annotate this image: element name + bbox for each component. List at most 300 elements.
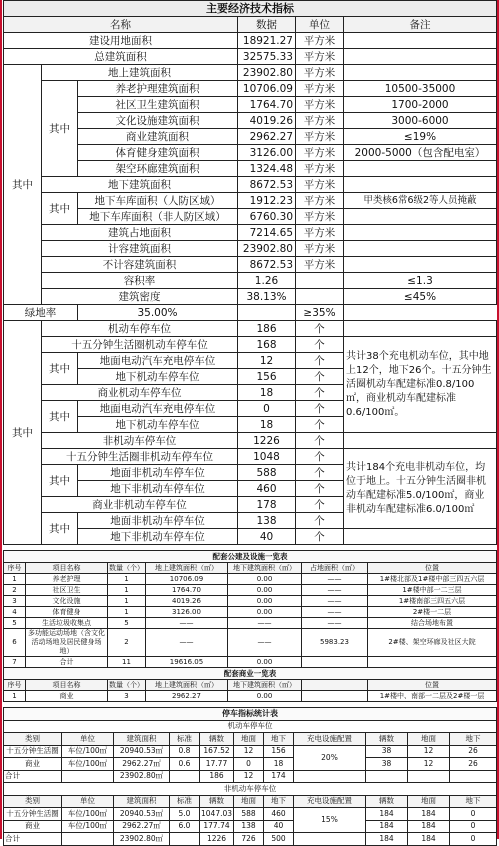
parking-total-cell	[170, 770, 200, 783]
parking-total-cell: 186	[200, 770, 234, 783]
facility-cell: 1#楼中部一二三层	[368, 585, 497, 596]
facility-cell: ——	[146, 618, 228, 629]
row-note	[344, 433, 497, 449]
facility-cell: ——	[302, 574, 368, 585]
parking-total-cell	[450, 770, 497, 783]
row-value: 18	[238, 385, 296, 401]
row-value: 40	[238, 529, 296, 545]
nonmotor-subtitle: 非机动车停车位	[4, 783, 497, 796]
parking-cell: 0	[450, 820, 497, 833]
row-unit: 平方米	[296, 161, 344, 177]
row-note: 3000-6000	[344, 113, 497, 129]
commerce-header: 序号	[4, 680, 26, 691]
row-name: 商业机动车停车位	[42, 385, 238, 401]
left-red-border	[0, 0, 2, 839]
row-value: 32575.33	[238, 49, 296, 65]
row-unit: 个	[296, 465, 344, 481]
subgroup-label: 其中	[42, 513, 78, 545]
facility-cell: 1	[108, 585, 146, 596]
row-name: 容积率	[42, 273, 238, 289]
parking-cell: 167.52	[200, 745, 234, 758]
row-value: 18921.27	[238, 33, 296, 49]
facility-cell: ——	[228, 629, 302, 657]
row-unit: 个	[296, 337, 344, 353]
parking-header: 标准	[170, 733, 200, 746]
facility-cell: ——	[146, 629, 228, 657]
row-value: 23902.80	[238, 65, 296, 81]
row-name: 地下非机动车停车位	[78, 529, 238, 545]
facility-row	[4, 618, 497, 629]
row-name: 地面非机动车停车位	[78, 465, 238, 481]
facility-row	[4, 657, 497, 668]
facility-cell: 1	[4, 574, 26, 585]
facility-cell: 养老护理	[26, 574, 108, 585]
row-unit: 个	[296, 513, 344, 529]
parking-header: 建筑面积	[114, 733, 170, 746]
facility-cell: 多功能运动场地（含文化活动场地及居民健身场地）	[26, 629, 108, 657]
row-value: 178	[238, 497, 296, 513]
row-name: 体育健身建筑面积	[78, 145, 238, 161]
parking-total-cell: 726	[234, 833, 264, 846]
subgroup-label: 其中	[42, 401, 78, 433]
facility-cell: 1#楼南部三四五六层	[368, 596, 497, 607]
parking-cell: 5.0	[170, 808, 200, 821]
row-value: 1048	[238, 449, 296, 465]
parking-total-cell: 12	[234, 770, 264, 783]
parking-header: 地下	[450, 733, 497, 746]
facility-cell: 生活垃圾收集点	[26, 618, 108, 629]
parking-cell: 184	[408, 820, 450, 833]
row-unit: 平方米	[296, 129, 344, 145]
parking-header: 辆数	[366, 795, 408, 808]
row-unit: 个	[296, 481, 344, 497]
row-note	[344, 209, 497, 225]
facility-cell: 0.00	[228, 657, 302, 668]
facility-cell: 19616.05	[146, 657, 228, 668]
row-note: 10500-35000	[344, 81, 497, 97]
commerce-header: 地上建筑面积（㎡）	[146, 680, 228, 691]
parking-cell: 车位/100㎡	[62, 808, 114, 821]
parking-total-cell	[294, 770, 366, 783]
row-note: ≥35%	[296, 305, 344, 321]
parking-cell: 460	[264, 808, 294, 821]
row-unit	[296, 289, 344, 305]
parking-cell: 商业	[4, 758, 62, 771]
row-note: 1700-2000	[344, 97, 497, 113]
facilities-table	[3, 550, 497, 702]
parking-total-cell: 184	[408, 833, 450, 846]
row-unit: 平方米	[296, 113, 344, 129]
row-unit: 平方米	[296, 49, 344, 65]
parking-row	[4, 745, 497, 758]
parking-total-cell	[408, 770, 450, 783]
parking-total-cell: 500	[264, 833, 294, 846]
main-table-title: 主要经济技术指标	[4, 1, 497, 17]
facility-cell: 3126.00	[146, 607, 228, 618]
row-name: 架空环廊建筑面积	[78, 161, 238, 177]
parking-cell: 18	[264, 758, 294, 771]
facility-cell: 5	[4, 618, 26, 629]
row-value: 23902.80	[238, 241, 296, 257]
parking-header: 单位	[62, 795, 114, 808]
facilities-title: 配套公建及设施一览表	[4, 551, 497, 563]
parking-cell: 12	[234, 745, 264, 758]
parking-title: 停车指标统计表	[4, 708, 497, 721]
subgroup-label: 其中	[42, 193, 78, 225]
parking-row	[4, 758, 497, 771]
row-note	[344, 225, 497, 241]
row-name: 地下车库面积（非人防区域）	[78, 209, 238, 225]
header-unit: 单位	[296, 17, 344, 33]
header-name: 名称	[4, 17, 238, 33]
parking-header: 标准	[170, 795, 200, 808]
row-value: 588	[238, 465, 296, 481]
parking-cell: 0	[450, 808, 497, 821]
facility-cell: 合计	[26, 657, 108, 668]
parking-cell: 138	[234, 820, 264, 833]
commerce-cell: 商业	[26, 691, 108, 702]
parking-total-cell	[62, 770, 114, 783]
row-name: 文化设施建筑面积	[78, 113, 238, 129]
facility-cell: 0.00	[228, 574, 302, 585]
row-name: 地下机动车停车位	[78, 369, 238, 385]
parking-header: 地下	[450, 795, 497, 808]
row-name: 总建筑面积	[4, 49, 238, 65]
subgroup-label: 其中	[42, 81, 78, 177]
commerce-header: 位置	[368, 680, 497, 691]
parking-cell: 0.8	[170, 745, 200, 758]
row-note: 甲类核6常6级2等人员掩蔽	[344, 193, 497, 209]
row-value: 3126.00	[238, 145, 296, 161]
row-value: 6760.30	[238, 209, 296, 225]
row-value: 1324.48	[238, 161, 296, 177]
row-unit: 平方米	[296, 225, 344, 241]
parking-cell: 0	[234, 758, 264, 771]
row-unit: 平方米	[296, 65, 344, 81]
parking-total-cell: 合计	[4, 770, 62, 783]
row-name: 建筑占地面积	[42, 225, 238, 241]
row-note: ≤1.3	[344, 273, 497, 289]
facility-row	[4, 596, 497, 607]
parking-total-cell: 174	[264, 770, 294, 783]
parking-cell: 17.77	[200, 758, 234, 771]
facility-cell	[368, 657, 497, 668]
row-note	[344, 49, 497, 65]
facility-row	[4, 585, 497, 596]
facility-cell: 0.00	[228, 607, 302, 618]
facility-cell: 1	[108, 607, 146, 618]
row-name: 地下非机动车停车位	[78, 481, 238, 497]
facility-cell: ——	[302, 618, 368, 629]
parking-cell: 184	[366, 808, 408, 821]
row-unit: 平方米	[296, 81, 344, 97]
facility-cell: 5983.23	[302, 629, 368, 657]
commerce-cell: 1#楼中、南部一二层及2#楼一层	[368, 691, 497, 702]
parking-cell: 商业	[4, 820, 62, 833]
parking-cell: 0.6	[170, 758, 200, 771]
row-value: 2962.27	[238, 129, 296, 145]
row-value: 12	[238, 353, 296, 369]
row-name: 十五分钟生活圈机动车停车位	[42, 337, 238, 353]
row-name: 地面电动汽车充电停车位	[78, 353, 238, 369]
facility-cell: 11	[108, 657, 146, 668]
row-name: 建设用地面积	[4, 33, 238, 49]
commerce-header: 项目名称	[26, 680, 108, 691]
facilities-header: 项目名称	[26, 563, 108, 574]
facility-cell: 2#楼一二层	[368, 607, 497, 618]
row-note	[344, 161, 497, 177]
row-note	[344, 33, 497, 49]
row-unit: 平方米	[296, 97, 344, 113]
parking-total-cell: 184	[366, 833, 408, 846]
row-unit: 平方米	[296, 33, 344, 49]
facilities-header: 数量（个）	[109, 563, 144, 572]
facility-cell: 7	[4, 657, 26, 668]
row-value: 10706.09	[238, 81, 296, 97]
facilities-header: 地上建筑面积（㎡）	[146, 563, 228, 574]
row-name: 不计容建筑面积	[42, 257, 238, 273]
parking-total-row	[4, 770, 497, 783]
parking-cell: 15%	[294, 808, 366, 833]
facility-cell: 1	[108, 596, 146, 607]
parking-cell: 2962.27㎡	[114, 758, 170, 771]
parking-total-cell: 23902.80㎡	[114, 770, 170, 783]
parking-header: 地面	[408, 795, 450, 808]
parking-header: 辆数	[200, 795, 234, 808]
facility-cell: 0.00	[228, 596, 302, 607]
row-note	[344, 177, 497, 193]
row-value: 1912.23	[238, 193, 296, 209]
parking-cell: 20940.53㎡	[114, 745, 170, 758]
parking-row	[4, 808, 497, 821]
row-unit: 个	[296, 385, 344, 401]
document-sheet	[3, 0, 496, 846]
parking-cell: 38	[366, 758, 408, 771]
row-value: 138	[238, 513, 296, 529]
parking-cell: 1047.03	[200, 808, 234, 821]
parking-cell: 2962.27㎡	[114, 820, 170, 833]
parking-cell: 车位/100㎡	[62, 745, 114, 758]
parking-cell: 26	[450, 745, 497, 758]
row-note	[344, 241, 497, 257]
row-value: 38.13%	[238, 289, 296, 305]
parking-cell: 6.0	[170, 820, 200, 833]
row-unit	[238, 305, 296, 321]
parking-cell: 184	[408, 808, 450, 821]
row-name: 地上建筑面积	[42, 65, 238, 81]
row-unit	[296, 273, 344, 289]
row-unit: 个	[296, 401, 344, 417]
facility-cell: 0.00	[228, 585, 302, 596]
facility-cell: 4	[4, 607, 26, 618]
parking-cell: 12	[408, 758, 450, 771]
row-unit: 平方米	[296, 241, 344, 257]
parking-cell: 车位/100㎡	[62, 758, 114, 771]
subgroup-label: 其中	[42, 465, 78, 497]
facility-row	[4, 574, 497, 585]
facility-cell: 2	[108, 629, 146, 657]
parking-header: 地面	[234, 795, 264, 808]
row-unit: 个	[296, 369, 344, 385]
facility-cell: 6	[4, 629, 26, 657]
row-note	[344, 321, 497, 337]
row-unit: 个	[296, 433, 344, 449]
parking-cell: 车位/100㎡	[62, 820, 114, 833]
parking-cell: 177.74	[200, 820, 234, 833]
row-unit: 个	[296, 353, 344, 369]
facilities-header: 占地面积（㎡）	[302, 563, 368, 574]
row-name: 非机动车停车位	[42, 433, 238, 449]
parking-header: 地下	[264, 733, 294, 746]
row-value: 1.26	[238, 273, 296, 289]
parking-cell: 156	[264, 745, 294, 758]
parking-cell: 20940.53㎡	[114, 808, 170, 821]
row-unit: 平方米	[296, 177, 344, 193]
parking-table	[3, 707, 497, 846]
row-unit: 平方米	[296, 193, 344, 209]
row-name: 地下建筑面积	[42, 177, 238, 193]
row-unit: 个	[296, 449, 344, 465]
facility-cell: 2#楼、架空环廊及社区大院	[368, 629, 497, 657]
commerce-cell: 2962.27	[146, 691, 228, 702]
row-unit: 个	[296, 497, 344, 513]
row-name: 十五分钟生活圈非机动车停车位	[42, 449, 238, 465]
parking-cell: 184	[366, 820, 408, 833]
row-name: 地面非机动车停车位	[78, 513, 238, 529]
facility-cell: ——	[228, 618, 302, 629]
parking-cell: 40	[264, 820, 294, 833]
row-name: 机动车停车位	[42, 321, 238, 337]
commerce-cell	[302, 691, 368, 702]
commerce-header: 数量（个）	[109, 680, 144, 689]
facilities-header: 序号	[4, 563, 26, 574]
facility-cell: 结合场地布置	[368, 618, 497, 629]
parking-row	[4, 820, 497, 833]
parking-total-cell: 1226	[200, 833, 234, 846]
parking-header: 辆数	[200, 733, 234, 746]
facility-cell: ——	[302, 585, 368, 596]
parking-cell: 十五分钟生活圈	[4, 745, 62, 758]
nonmotor-parking-note: 共计184个充电非机动车位，均位于地上。十五分钟生活圈非机动车配建标准5.0/100㎡，商业非机动车配建标准6.0/100㎡	[344, 449, 497, 529]
row-unit: 平方米	[296, 145, 344, 161]
parking-cell: 26	[450, 758, 497, 771]
row-value: 1226	[238, 433, 296, 449]
row-value: 1764.70	[238, 97, 296, 113]
row-value: 35.00%	[78, 305, 238, 321]
facility-row	[4, 607, 497, 618]
commerce-title: 配套商业一览表	[4, 668, 497, 680]
group-label: 其中	[4, 321, 42, 545]
facility-cell: 10706.09	[146, 574, 228, 585]
facility-cell: 2	[4, 585, 26, 596]
facilities-header: 地下建筑面积（㎡）	[228, 563, 302, 574]
parking-total-cell: 合计	[4, 833, 62, 846]
row-name: 绿地率	[4, 305, 78, 321]
facility-cell	[302, 657, 368, 668]
parking-header: 地面	[408, 733, 450, 746]
facility-cell: 体育健身	[26, 607, 108, 618]
facility-cell: 4019.26	[146, 596, 228, 607]
row-unit: 个	[296, 417, 344, 433]
commerce-cell: 0.00	[228, 691, 302, 702]
row-note	[344, 529, 497, 545]
facility-cell: 1	[108, 574, 146, 585]
parking-total-cell: 23902.80㎡	[114, 833, 170, 846]
commerce-row	[4, 691, 497, 702]
facility-cell: ——	[302, 596, 368, 607]
facility-cell: 1764.70	[146, 585, 228, 596]
parking-cell: 588	[234, 808, 264, 821]
motor-subtitle: 机动车停车位	[4, 720, 497, 733]
row-value: 7214.65	[238, 225, 296, 241]
parking-header: 类别	[4, 795, 62, 808]
row-name: 地下机动车停车位	[78, 417, 238, 433]
facility-cell: ——	[302, 607, 368, 618]
header-value: 数据	[238, 17, 296, 33]
parking-header: 单位	[62, 733, 114, 746]
row-name: 地下车库面积（人防区域）	[78, 193, 238, 209]
parking-cell: 12	[408, 745, 450, 758]
parking-cell: 38	[366, 745, 408, 758]
row-value: 186	[238, 321, 296, 337]
parking-header: 充电设施配置	[294, 795, 366, 808]
commerce-header: 地下建筑面积（㎡）	[228, 680, 302, 691]
facility-cell: 1#楼北部及1#楼中部三四五六层	[368, 574, 497, 585]
row-name: 养老护理建筑面积	[78, 81, 238, 97]
commerce-cell: 1	[4, 691, 26, 702]
parking-header: 充电设施配置	[294, 733, 366, 746]
parking-header: 地下	[264, 795, 294, 808]
row-unit: 平方米	[296, 209, 344, 225]
row-note	[344, 65, 497, 81]
row-note	[344, 257, 497, 273]
row-note: ≤19%	[344, 129, 497, 145]
facility-cell: 5	[108, 618, 146, 629]
row-name: 计容建筑面积	[42, 241, 238, 257]
row-value: 18	[238, 417, 296, 433]
row-value: 156	[238, 369, 296, 385]
parking-header: 类别	[4, 733, 62, 746]
row-note: ≤45%	[344, 289, 497, 305]
facility-cell: 文化设施	[26, 596, 108, 607]
row-value: 168	[238, 337, 296, 353]
row-name: 商业建筑面积	[78, 129, 238, 145]
row-name: 商业非机动车停车位	[42, 497, 238, 513]
row-unit: 个	[296, 321, 344, 337]
parking-total-cell: 0	[450, 833, 497, 846]
facilities-header: 位置	[368, 563, 497, 574]
facility-cell: 3	[4, 596, 26, 607]
row-value: 8672.53	[238, 177, 296, 193]
facility-cell: 社区卫生	[26, 585, 108, 596]
commerce-header	[302, 680, 368, 691]
parking-header: 辆数	[366, 733, 408, 746]
facility-row	[4, 629, 497, 657]
row-name: 建筑密度	[42, 289, 238, 305]
row-unit: 个	[296, 529, 344, 545]
row-unit: 平方米	[296, 257, 344, 273]
main-indicators-table	[3, 0, 497, 545]
parking-header: 地面	[234, 733, 264, 746]
row-name: 社区卫生建筑面积	[78, 97, 238, 113]
row-value: 8672.53	[238, 257, 296, 273]
subgroup-label: 其中	[42, 353, 78, 385]
header-note: 备注	[344, 17, 497, 33]
commerce-cell: 3	[108, 691, 146, 702]
row-name: 地面电动汽车充电停车位	[78, 401, 238, 417]
row-value: 460	[238, 481, 296, 497]
row-value: 4019.26	[238, 113, 296, 129]
